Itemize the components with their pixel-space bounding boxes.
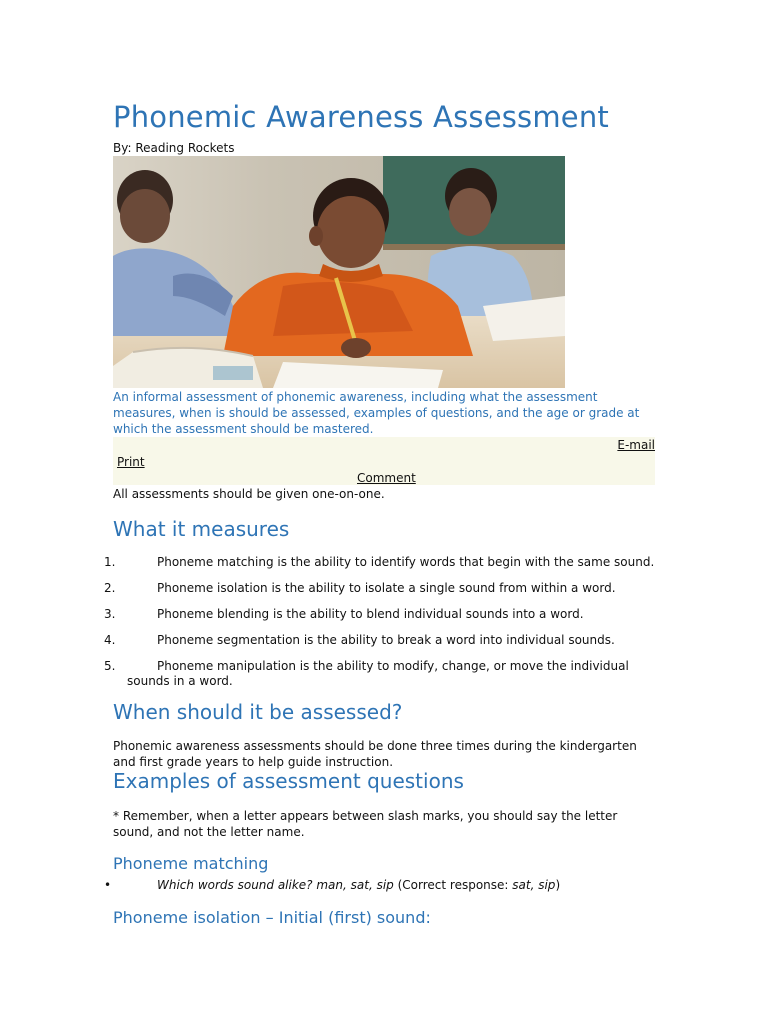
- list-number: 1.: [104, 555, 116, 569]
- email-link[interactable]: E-mail: [617, 438, 655, 452]
- list-text-continued: sounds in a word.: [127, 674, 233, 688]
- page-title: Phonemic Awareness Assessment: [113, 100, 609, 134]
- heading-phoneme-isolation: Phoneme isolation – Initial (first) sound:: [113, 908, 431, 927]
- examples-note: * Remember, when a letter appears between slash marks, you should say the letter sound, and not the letter name.: [113, 809, 618, 839]
- print-link[interactable]: Print: [117, 455, 145, 469]
- list-text: Phoneme manipulation is the ability to modify, change, or move the individual: [157, 659, 629, 673]
- when-assessed-text: Phonemic awareness assessments should be done three times during the kindergarten and first grade years to help guide instruction.: [113, 739, 637, 769]
- list-number: 5.: [104, 659, 116, 673]
- correct-response: sat, sip: [512, 878, 556, 892]
- response-prefix: (Correct response:: [393, 878, 513, 892]
- heading-when-assessed: When should it be assessed?: [113, 700, 403, 724]
- list-text: Phoneme blending is the ability to blend individual sounds into a word.: [157, 607, 584, 621]
- list-text: Phoneme matching is the ability to identify words that begin with the same sound.: [157, 555, 655, 569]
- list-number: 3.: [104, 607, 116, 621]
- matching-question: [157, 878, 560, 892]
- list-text: Phoneme segmentation is the ability to break a word into individual sounds.: [157, 633, 615, 647]
- list-number: 2.: [104, 581, 116, 595]
- byline: By: Reading Rockets: [113, 141, 235, 155]
- heading-phoneme-matching: Phoneme matching: [113, 854, 269, 873]
- response-suffix: ): [555, 878, 561, 892]
- comment-link[interactable]: Comment: [357, 471, 416, 485]
- article-summary: An informal assessment of phonemic awareness, including what the assessment measures, when is should be assessed, examples of questions, and the age or grade at which the assessment should be mastered.: [113, 390, 640, 436]
- list-text: Phoneme isolation is the ability to isolate a single sound from within a word.: [157, 581, 616, 595]
- heading-examples: Examples of assessment questions: [113, 769, 464, 793]
- list-number: 4.: [104, 633, 116, 647]
- heading-what-it-measures: What it measures: [113, 517, 290, 541]
- question-text: Which words sound alike? man, sat, sip: [157, 878, 394, 892]
- classroom-photo: [113, 156, 565, 388]
- bullet: •: [104, 878, 112, 892]
- assessment-note: All assessments should be given one-on-one.: [113, 487, 385, 501]
- article-toolbar: [113, 437, 655, 485]
